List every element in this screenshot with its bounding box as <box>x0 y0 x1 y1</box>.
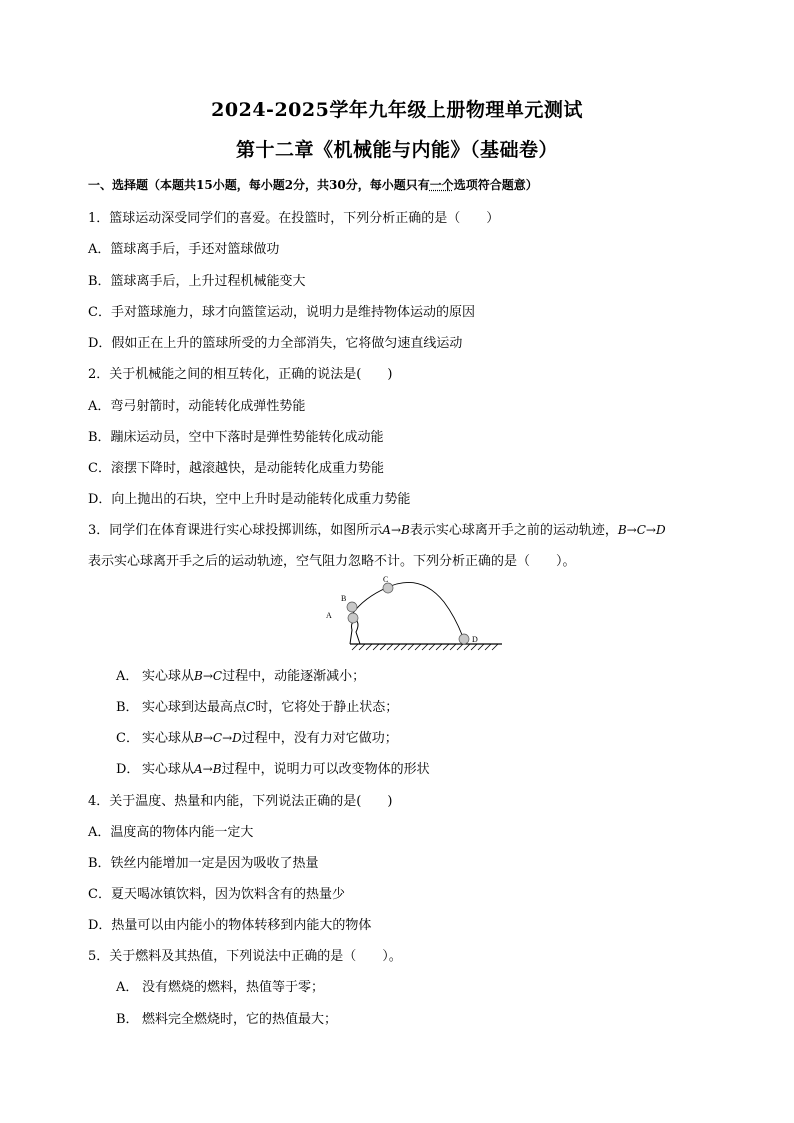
option-label: B． <box>116 700 139 715</box>
path-label: B→C→D <box>194 731 242 745</box>
question-4-option-c: C．夏天喝冰镇饮料，因为饮料含有的热量少 <box>88 887 345 902</box>
hand-shape <box>350 620 360 644</box>
question-4-option-d: D．热量可以由内能小的物体转移到内能大的物体 <box>88 918 372 933</box>
question-5-option-b <box>116 1008 337 1027</box>
path-label: A→B <box>194 762 222 776</box>
option-text: 实心球到达最高点 <box>142 700 247 715</box>
question-1-option-d: D．假如正在上升的篮球所受的力全部消失，它将做匀速直线运动 <box>88 336 463 351</box>
question-3-stem-line-2: 表示实心球离开手之后的运动轨迹，空气阻力忽略不计。下列分析正确的是（ ）。 <box>88 554 576 569</box>
ball-at-c <box>383 583 393 593</box>
question-3-option-d <box>116 758 430 777</box>
question-3-option-a <box>116 665 365 684</box>
question-1-option-a: A．篮球离手后，手还对篮球做功 <box>88 242 280 257</box>
figure-label-d: D <box>472 635 478 644</box>
ball-at-d <box>459 634 469 644</box>
question-3-option-b <box>116 696 398 715</box>
chapter-title: 第十二章《机械能与内能》（基础卷） <box>235 139 558 161</box>
path-label: B→C→D <box>617 523 666 537</box>
figure-label-c: C <box>383 575 389 584</box>
question-3-stem-text: 3．同学们在体育课进行实心球投掷训练，如图所示 <box>88 523 383 538</box>
question-2-option-d: D．向上抛出的石块，空中上升时是动能转化成重力势能 <box>88 492 411 507</box>
question-4-option-b: B．铁丝内能增加一定是因为吸收了热量 <box>88 856 319 871</box>
option-label: C． <box>116 731 139 746</box>
question-2-option-b: B．蹦床运动员，空中下落时是弹性势能转化成动能 <box>88 430 384 445</box>
question-3-stem-line-1 <box>88 519 666 538</box>
question-1-option-c: C．手对篮球施力，球才向篮筐运动，说明力是维持物体运动的原因 <box>88 305 475 320</box>
question-3-option-c <box>116 727 398 746</box>
option-text: 没有燃烧的燃料，热值等于零； <box>142 980 325 995</box>
section-heading-emphasis: 一个 <box>429 178 454 192</box>
question-5-option-a <box>116 976 324 995</box>
option-text: 实心球从 <box>142 731 195 746</box>
question-3-stem-text: 表示实心球离开手之前的运动轨迹， <box>409 523 618 538</box>
option-text: 实心球从 <box>142 762 195 777</box>
trajectory-curve <box>350 582 464 640</box>
option-text: 过程中，动能逐渐减小； <box>222 669 366 684</box>
question-2-stem: 2．关于机械能之间的相互转化，正确的说法是( ) <box>88 367 393 382</box>
option-label: B． <box>116 1012 139 1027</box>
section-heading-text: 一、选择题（本题共15小题，每小题2分，共30分，每小题只有 <box>88 178 430 192</box>
ball-at-a <box>348 613 358 623</box>
option-label: A． <box>116 669 139 684</box>
section-heading-tail: 选项符合题意） <box>453 178 538 192</box>
ground-hatching <box>352 644 498 650</box>
option-text: 实心球从 <box>142 669 195 684</box>
question-2-option-a: A．弯弓射箭时，动能转化成弹性势能 <box>88 399 306 414</box>
question-4-option-a: A．温度高的物体内能一定大 <box>88 825 254 840</box>
section-heading <box>88 176 538 193</box>
option-text: 过程中，说明力可以改变物体的形状 <box>221 762 430 777</box>
option-text: 时，它将处于静止状态； <box>255 700 399 715</box>
exam-title: 2024-2025学年九年级上册物理单元测试 <box>211 99 583 121</box>
option-label: A． <box>116 980 139 995</box>
figure-label-a: A <box>326 611 332 620</box>
question-2-option-c: C．滚摆下降时，越滚越快，是动能转化成重力势能 <box>88 461 384 476</box>
path-label: B→C <box>194 669 223 683</box>
path-label: A→B <box>382 523 410 537</box>
shot-put-trajectory-figure <box>320 574 505 656</box>
option-text: 过程中，没有力对它做功； <box>241 731 398 746</box>
figure-label-b: B <box>341 594 347 603</box>
point-label: C <box>246 700 256 714</box>
question-4-stem: 4．关于温度、热量和内能，下列说法正确的是( ) <box>88 794 393 809</box>
ball-at-b <box>347 602 357 612</box>
question-1-stem: 1．篮球运动深受同学们的喜爱。在投篮时，下列分析正确的是（ ） <box>88 211 500 226</box>
question-5-stem: 5．关于燃料及其热值，下列说法中正确的是（ ）。 <box>88 949 402 964</box>
question-1-option-b: B．篮球离手后，上升过程机械能变大 <box>88 274 306 289</box>
option-label: D． <box>116 762 140 777</box>
option-text: 燃料完全燃烧时，它的热值最大； <box>142 1012 338 1027</box>
